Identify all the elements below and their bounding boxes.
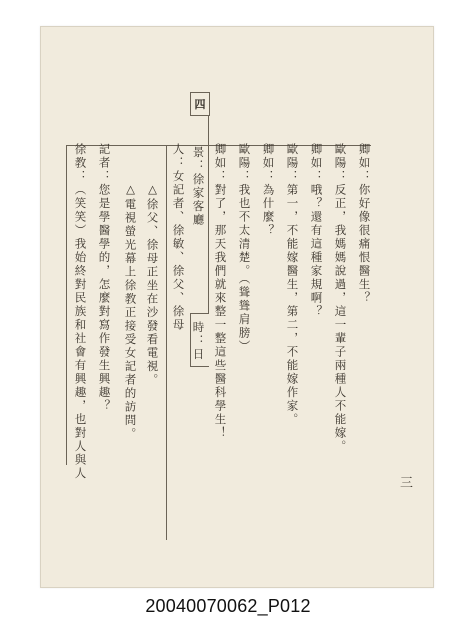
line-upper-7: 卿如：對了，那天我們就來整一整這些醫科學生！: [213, 143, 228, 440]
line-upper-6: 歐陽：我也不太清楚。（聳聳肩膀）: [237, 143, 252, 354]
line-lower-3: 記者：您是學醫學的，怎麼對寫作發生興趣？: [97, 143, 112, 413]
line-upper-1: 卿如：你好像很痛恨醫生？: [357, 143, 372, 305]
line-upper-3: 卿如：哦？還有這種家規啊？: [309, 143, 324, 319]
image-caption: 20040070062_P012: [145, 596, 311, 616]
line-upper-2: 歐陽：反正，我媽媽說過，這一輩子兩種人不能嫁。: [333, 143, 348, 454]
line-upper-4: 歐陽：第一，不能嫁醫生，第二，不能嫁作家。: [285, 143, 300, 427]
scene-number: 四: [194, 98, 206, 111]
scene-place: 景：徐家客廳: [191, 146, 206, 227]
header-rule: [208, 115, 209, 313]
stage-direction-1: △徐父、徐母正坐在沙發看電視。: [145, 182, 160, 387]
left-rule: [66, 145, 67, 465]
line-lower-4: 徐教：（笑笑）我始終對民族和社會有興趣，也對人與人: [73, 143, 88, 481]
scene-time: 時：日: [191, 321, 206, 362]
stage-direction-2: △電視螢光幕上徐教正接受女記者的訪問。: [123, 182, 138, 441]
scene-number-box: [190, 92, 210, 116]
stage-rule: [166, 145, 167, 540]
line-upper-5: 卿如：為什麼？: [261, 143, 276, 238]
scene-people: 人：女記者、徐敏、徐父、徐母: [171, 143, 186, 332]
page-number: 三: [400, 476, 414, 491]
